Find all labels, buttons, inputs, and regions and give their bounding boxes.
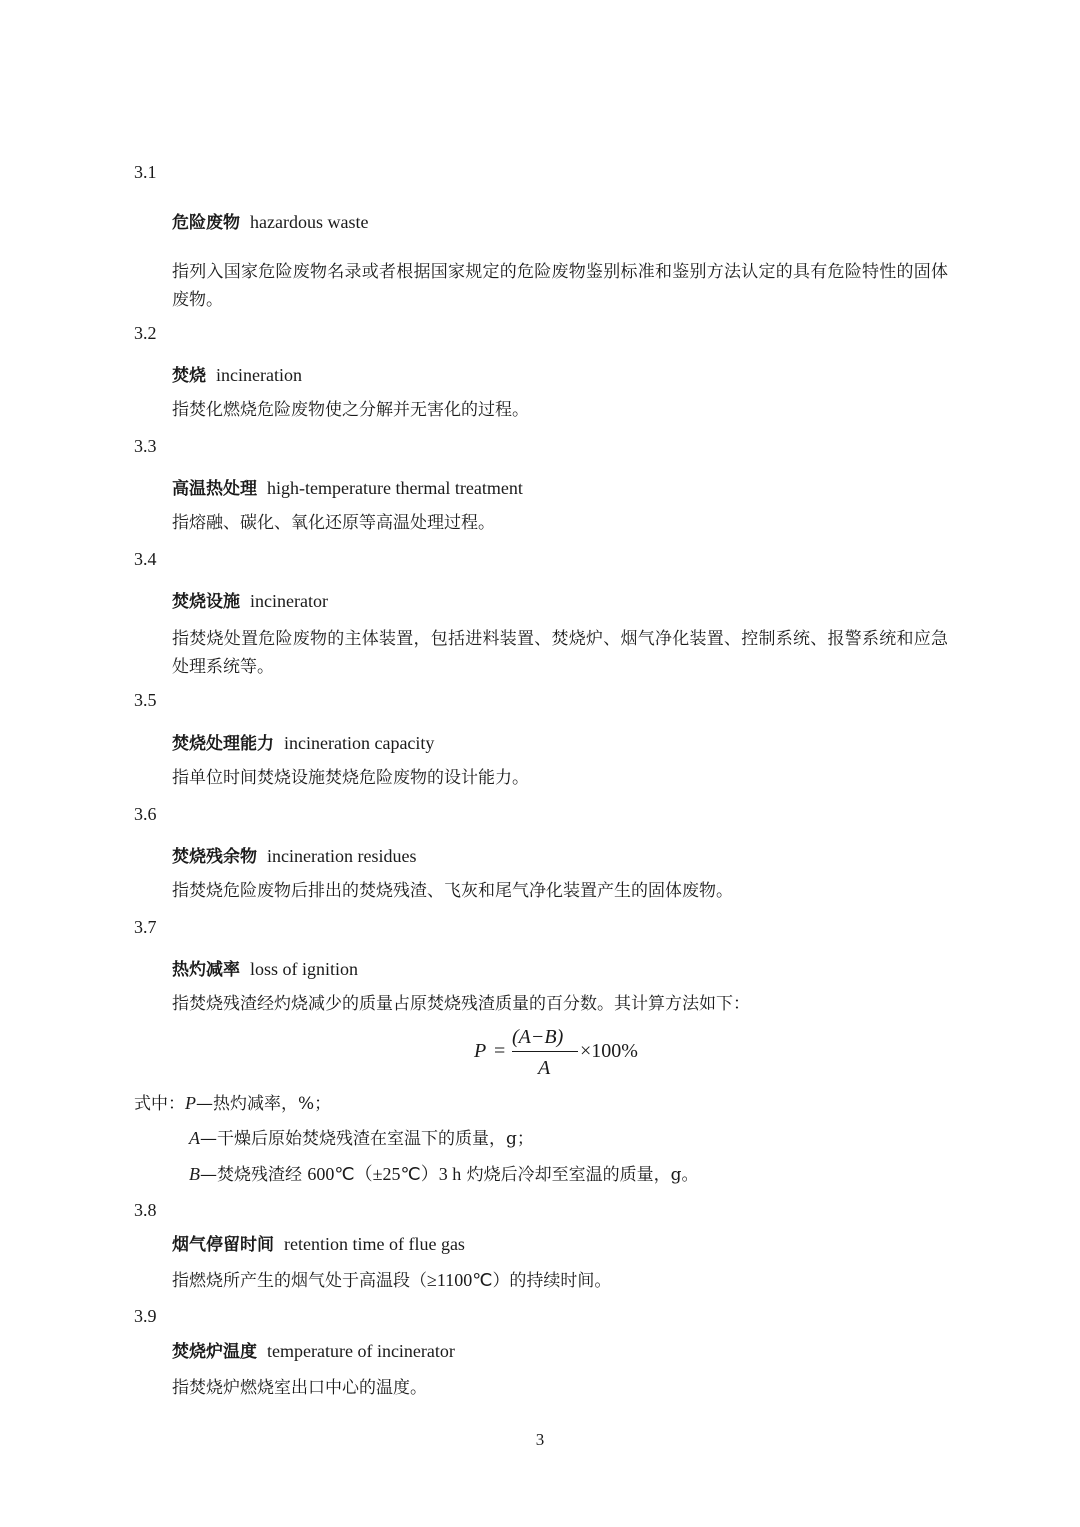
term-en: retention time of flue gas bbox=[284, 1234, 465, 1254]
section-number: 3.2 bbox=[134, 323, 157, 343]
section-number: 3.5 bbox=[134, 690, 157, 710]
section-number: 3.8 bbox=[134, 1200, 157, 1220]
term-zh: 焚烧炉温度 bbox=[172, 1342, 257, 1362]
formula-multiplier: ×100% bbox=[580, 1040, 638, 1062]
term-definition: 指焚化燃烧危险废物使之分解并无害化的过程。 bbox=[172, 400, 529, 420]
term-heading bbox=[172, 364, 302, 387]
term-en: high-temperature thermal treatment bbox=[267, 478, 523, 498]
term-en: incineration residues bbox=[267, 846, 417, 866]
term-en: incineration bbox=[216, 365, 302, 385]
term-definition: 指焚烧残渣经灼烧减少的质量占原焚烧残渣质量的百分数。其计算方法如下： bbox=[172, 994, 750, 1014]
term-definition bbox=[172, 1269, 948, 1292]
formula-equals: = bbox=[494, 1040, 506, 1062]
section-number: 3.4 bbox=[134, 549, 157, 569]
definition-value: ≥1100℃ bbox=[427, 1270, 493, 1290]
term-heading bbox=[172, 590, 328, 613]
term-zh: 高温热处理 bbox=[172, 479, 257, 499]
term-heading bbox=[172, 732, 434, 755]
legend-text-p: —热灼减率，%； bbox=[196, 1094, 332, 1114]
term-zh: 热灼减率 bbox=[172, 960, 240, 980]
term-zh: 危险废物 bbox=[172, 213, 240, 233]
term-definition: 指列入国家危险废物名录或者根据国家规定的危险废物鉴别标准和鉴别方法认定的具有危险特性的固体废物。 bbox=[172, 262, 948, 310]
formula-legend-b bbox=[189, 1163, 1003, 1186]
term-heading bbox=[172, 958, 358, 981]
term-definition: 指焚烧危险废物后排出的焚烧残渣、飞灰和尾气净化装置产生的固体废物。 bbox=[172, 881, 733, 901]
section-number: 3.1 bbox=[134, 162, 157, 182]
term-en: hazardous waste bbox=[250, 212, 369, 232]
term-en: temperature of incinerator bbox=[267, 1341, 455, 1361]
term-heading bbox=[172, 1340, 455, 1363]
section-number: 3.6 bbox=[134, 804, 157, 824]
definition-post: ）的持续时间。 bbox=[492, 1271, 612, 1291]
formula-legend-a bbox=[189, 1127, 1003, 1150]
term-heading bbox=[172, 211, 368, 234]
formula-lhs: P bbox=[474, 1040, 487, 1062]
legend-var-a: A bbox=[189, 1128, 200, 1148]
legend-var-b: B bbox=[189, 1164, 200, 1184]
term-definition: 指单位时间焚烧设施焚烧危险废物的设计能力。 bbox=[172, 768, 529, 788]
section-number: 3.3 bbox=[134, 436, 157, 456]
term-definition: 指熔融、碳化、氧化还原等高温处理过程。 bbox=[172, 513, 495, 533]
legend-temp-b: 600℃（±25℃）3 h bbox=[307, 1164, 462, 1184]
formula-legend-p bbox=[134, 1092, 948, 1115]
term-en: loss of ignition bbox=[250, 959, 359, 979]
legend-var-p: P bbox=[185, 1093, 196, 1113]
term-definition: 指焚烧处置危险废物的主体装置，包括进料装置、焚烧炉、烟气净化装置、控制系统、报警系统和应急处理系统等。 bbox=[172, 629, 948, 677]
formula-numerator: (A−B) bbox=[512, 1026, 564, 1048]
fraction-bar bbox=[512, 1051, 578, 1052]
term-heading bbox=[172, 845, 416, 868]
legend-text-a: —干燥后原始焚烧残渣在室温下的质量，g； bbox=[200, 1129, 534, 1149]
term-en: incineration capacity bbox=[284, 733, 435, 753]
section-number: 3.7 bbox=[134, 917, 157, 937]
legend-text-b1: —焚烧残渣经 bbox=[200, 1165, 308, 1185]
section-number: 3.9 bbox=[134, 1306, 157, 1326]
formula-denominator: A bbox=[538, 1057, 551, 1079]
term-zh: 烟气停留时间 bbox=[172, 1235, 274, 1255]
definition-pre: 指燃烧所产生的烟气处于高温段（ bbox=[172, 1271, 427, 1291]
legend-intro: 式中： bbox=[134, 1094, 185, 1114]
term-zh: 焚烧残余物 bbox=[172, 847, 257, 867]
legend-text-b2: 灼烧后冷却至室温的质量，g。 bbox=[461, 1165, 699, 1185]
term-heading bbox=[172, 1233, 465, 1256]
term-en: incinerator bbox=[250, 591, 328, 611]
term-zh: 焚烧 bbox=[172, 366, 206, 386]
term-definition: 指焚烧炉燃烧室出口中心的温度。 bbox=[172, 1378, 427, 1398]
term-heading bbox=[172, 477, 523, 500]
page-number: 3 bbox=[535, 1430, 545, 1449]
term-zh: 焚烧处理能力 bbox=[172, 734, 274, 754]
term-zh: 焚烧设施 bbox=[172, 592, 240, 612]
